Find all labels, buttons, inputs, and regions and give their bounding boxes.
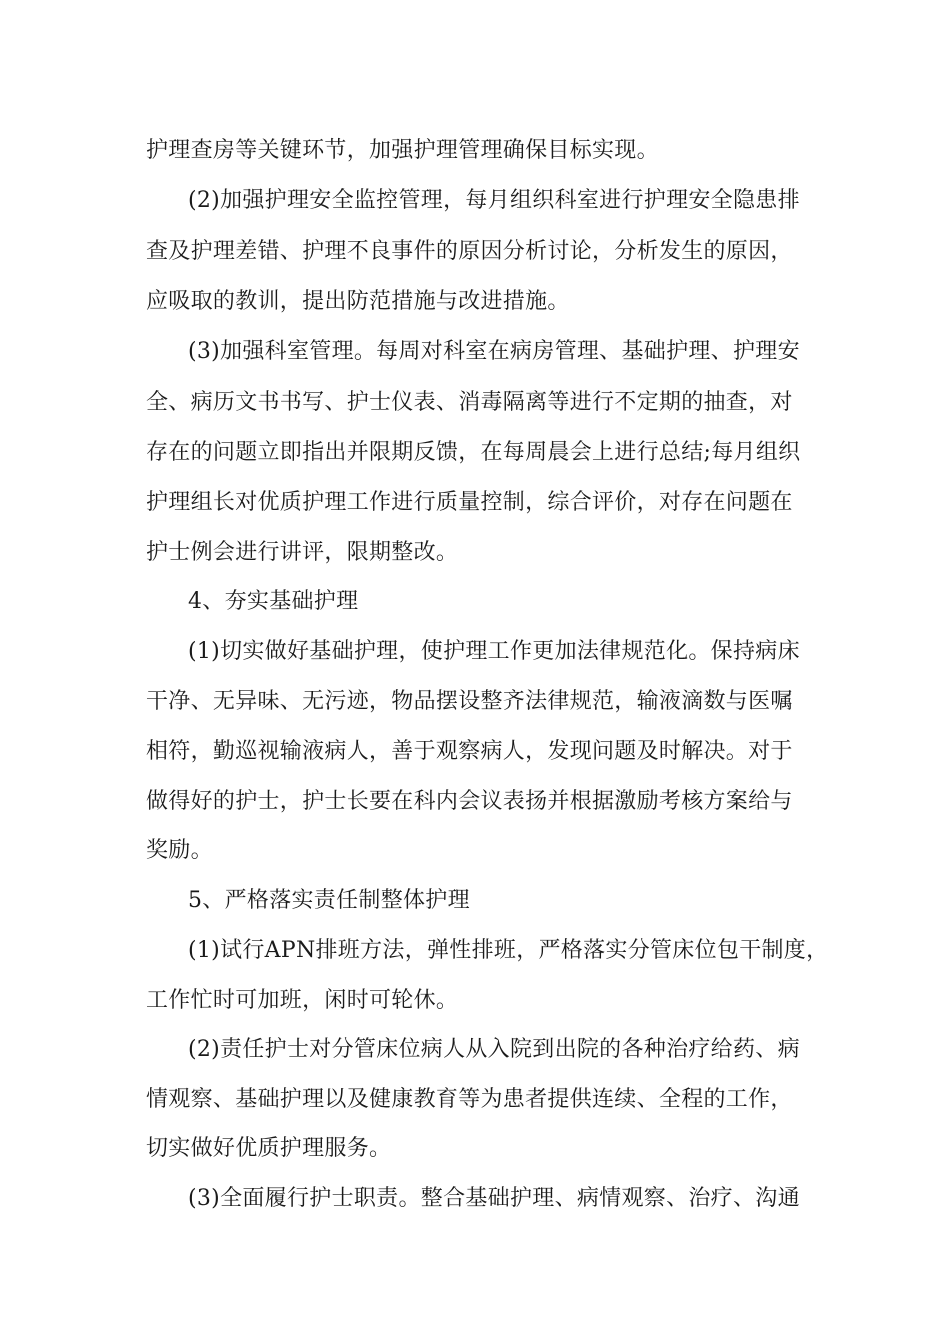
text-line: (3)加强科室管理。每周对科室在病房管理、基础护理、护理安 — [188, 339, 800, 364]
text-line: 查及护理差错、护理不良事件的原因分析讨论，分析发生的原因， — [146, 239, 793, 264]
text-line: 工作忙时可加班，闲时可轮休。 — [146, 988, 459, 1013]
text-line: 做得好的护士，护士长要在科内会议表扬并根据激励考核方案给与 — [146, 789, 793, 814]
text-line: 干净、无异味、无污迹，物品摆设整齐法律规范，输液滴数与医嘱 — [146, 689, 793, 714]
text-line: (2)责任护士对分管床位病人从入院到出院的各种治疗给药、病 — [188, 1037, 800, 1062]
text-line: (1)切实做好基础护理，使护理工作更加法律规范化。保持病床 — [188, 639, 800, 664]
text-line: 护理查房等关键环节，加强护理管理确保目标实现。 — [146, 138, 659, 163]
text-line: 全、病历文书书写、护士仪表、消毒隔离等进行不定期的抽查，对 — [146, 390, 793, 415]
section-heading: 4、夯实基础护理 — [188, 589, 359, 614]
text-line: 护士例会进行讲评，限期整改。 — [146, 540, 459, 565]
text-line: 情观察、基础护理以及健康教育等为患者提供连续、全程的工作， — [146, 1087, 793, 1112]
section-heading: 5、严格落实责任制整体护理 — [188, 888, 470, 913]
text-line: 奖励。 — [146, 838, 213, 863]
text-line: 存在的问题立即指出并限期反馈，在每周晨会上进行总结;每月组织 — [146, 440, 801, 465]
text-line: (2)加强护理安全监控管理，每月组织科室进行护理安全隐患排 — [188, 188, 800, 213]
text-line: 护理组长对优质护理工作进行质量控制，综合评价，对存在问题在 — [146, 490, 793, 515]
text-line: (1)试行APN排班方法，弹性排班，严格落实分管床位包干制度， — [188, 938, 829, 963]
text-line: 应吸取的教训，提出防范措施与改进措施。 — [146, 289, 570, 314]
text-line: 相符，勤巡视输液病人，善于观察病人，发现问题及时解决。对于 — [146, 739, 793, 764]
text-line: (3)全面履行护士职责。整合基础护理、病情观察、治疗、沟通 — [188, 1186, 800, 1211]
text-line: 切实做好优质护理服务。 — [146, 1136, 392, 1161]
